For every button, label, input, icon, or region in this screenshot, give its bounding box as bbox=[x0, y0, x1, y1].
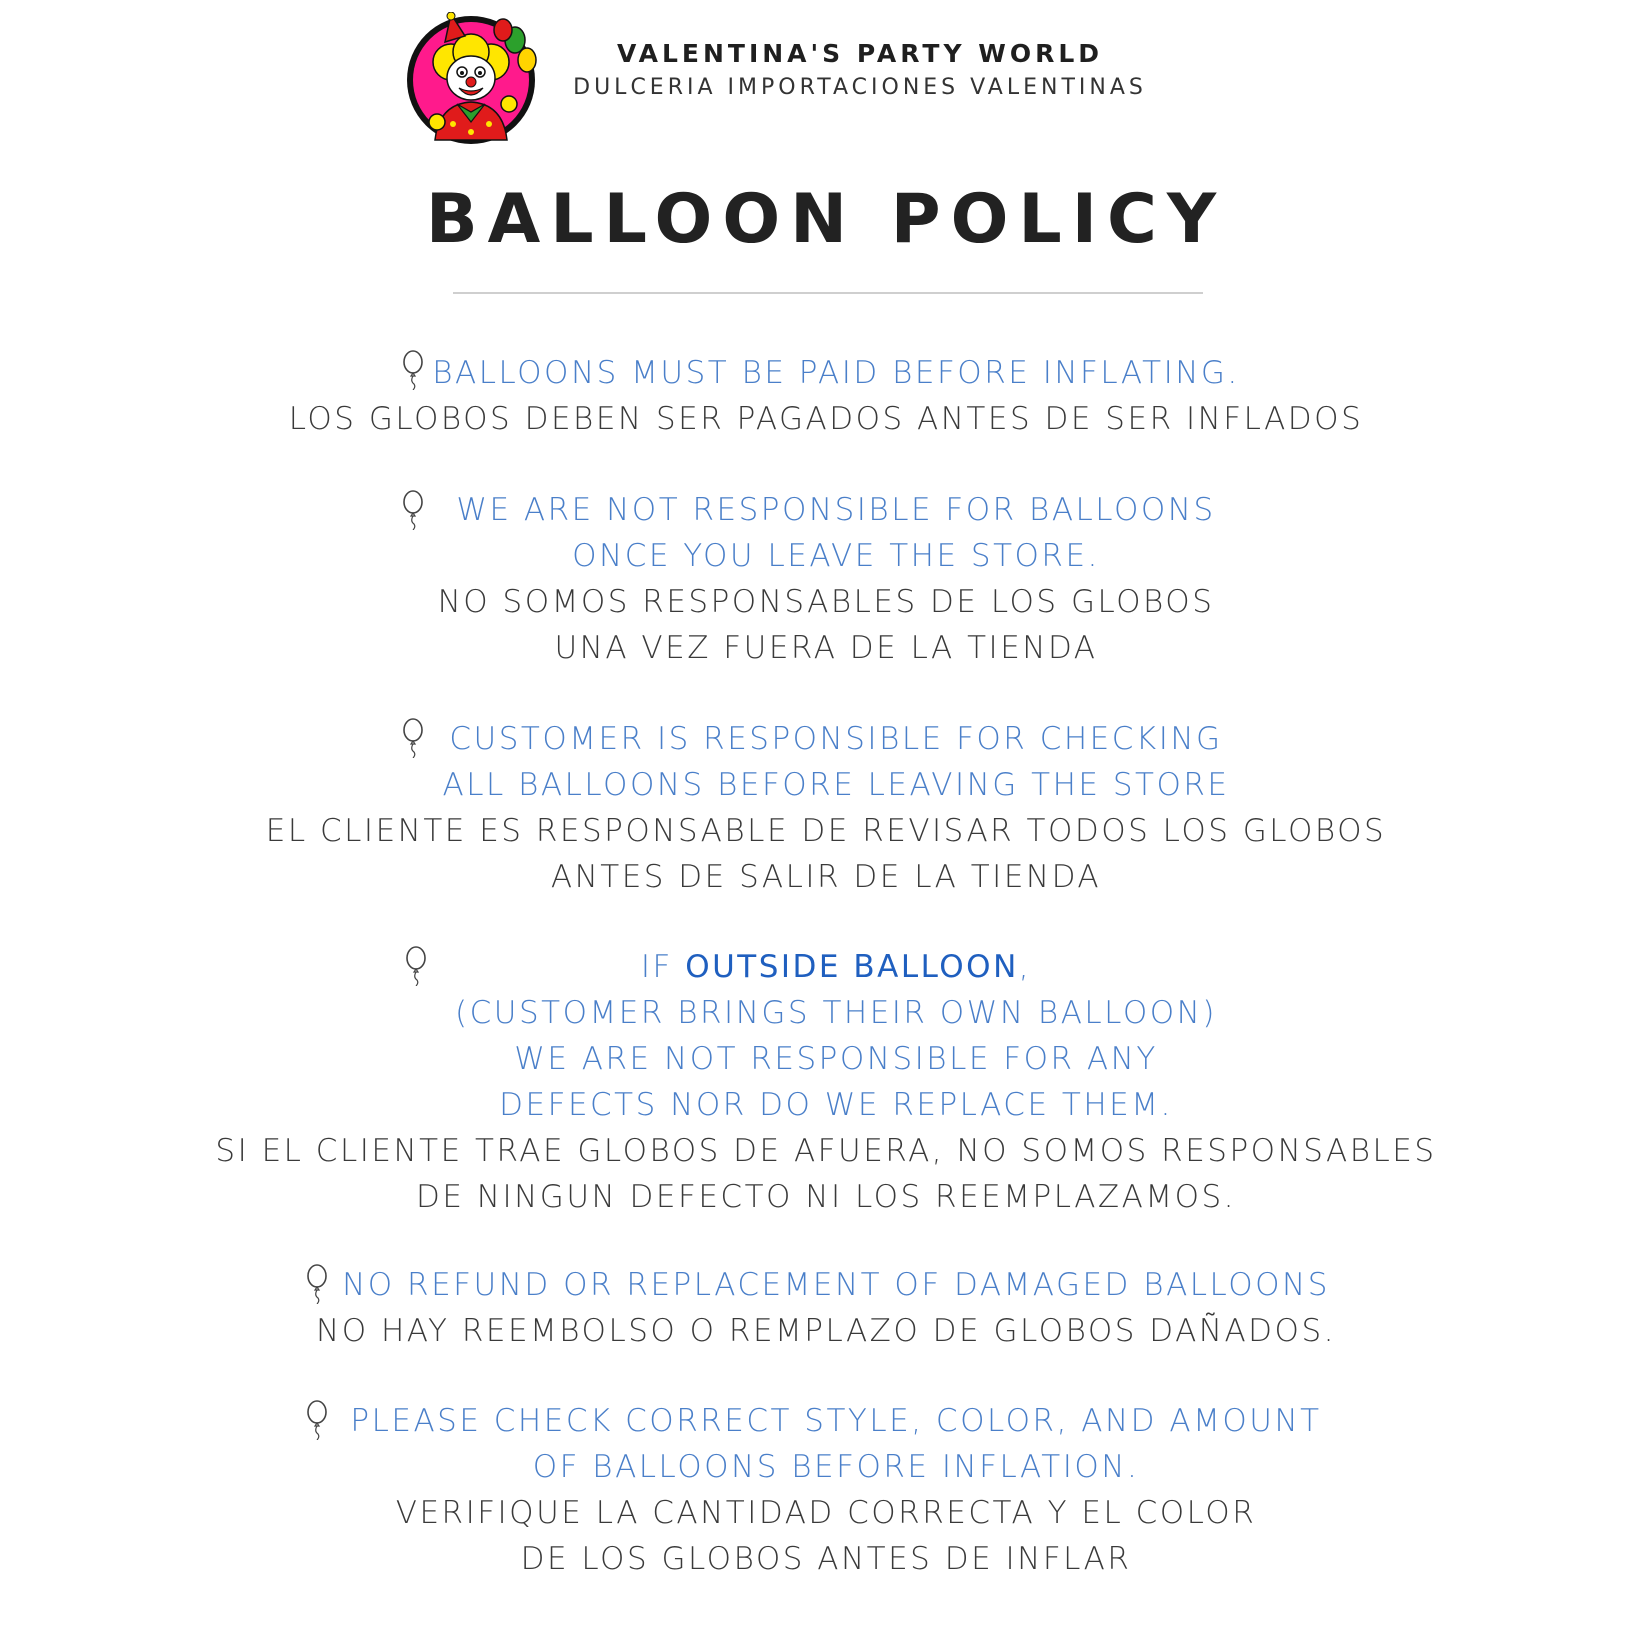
policy-english-line: ONCE YOU LEAVE THE STORE. bbox=[572, 538, 1100, 574]
policy-spanish-line: NO SOMOS RESPONSABLES DE LOS GLOBOS bbox=[437, 584, 1215, 620]
policy-item bbox=[0, 350, 1652, 442]
policy-spanish-line: DE NINGUN DEFECTO NI LOS REEMPLAZAMOS. bbox=[415, 1179, 1237, 1215]
policy-english-line: BALLOONS MUST BE PAID BEFORE INFLATING. bbox=[432, 355, 1240, 391]
policy-spanish-line: SI EL CLIENTE TRAE GLOBOS DE AFUERA, NO SOMOS RESPONSABLES bbox=[215, 1133, 1437, 1169]
policy-item bbox=[0, 487, 1652, 671]
policy-spanish-line: ANTES DE SALIR DE LA TIENDA bbox=[550, 859, 1102, 895]
policy-item bbox=[0, 1398, 1652, 1582]
policy-english-line: OF BALLOONS BEFORE INFLATION. bbox=[532, 1449, 1140, 1485]
policy-spanish-line: DE LOS GLOBOS ANTES DE INFLAR bbox=[520, 1541, 1132, 1577]
policy-english-line: WE ARE NOT RESPONSIBLE FOR ANY bbox=[514, 1041, 1158, 1077]
outside-balloon-emphasis: OUTSIDE BALLOON bbox=[685, 949, 1019, 985]
policy-english-line: DEFECTS NOR DO WE REPLACE THEM. bbox=[499, 1087, 1173, 1123]
policy-spanish-line: UNA VEZ FUERA DE LA TIENDA bbox=[554, 630, 1098, 666]
policy-english-line: WE ARE NOT RESPONSIBLE FOR BALLOONS bbox=[456, 492, 1216, 528]
policy-english-line: (CUSTOMER BRINGS THEIR OWN BALLOON) bbox=[455, 995, 1217, 1031]
policy-spanish-line: NO HAY REEMBOLSO O REMPLAZO DE GLOBOS DAÑADOS. bbox=[316, 1313, 1336, 1349]
policy-english-line bbox=[0, 944, 1652, 990]
policy-english-line: NO REFUND OR REPLACEMENT OF DAMAGED BALLOONS bbox=[342, 1267, 1330, 1303]
policy-spanish-line: VERIFIQUE LA CANTIDAD CORRECTA Y EL COLOR bbox=[395, 1495, 1257, 1531]
policy-item bbox=[0, 716, 1652, 900]
page-title: BALLOON POLICY bbox=[425, 180, 1227, 259]
policy-english-line: ALL BALLOONS BEFORE LEAVING THE STORE bbox=[442, 767, 1230, 803]
brand-subtitle: DULCERIA IMPORTACIONES VALENTINAS bbox=[573, 75, 1147, 100]
policy-spanish-line: LOS GLOBOS DEBEN SER PAGADOS ANTES DE SER INFLADOS bbox=[288, 401, 1364, 437]
policy-english-line: PLEASE CHECK CORRECT STYLE, COLOR, AND AMOUNT bbox=[350, 1403, 1322, 1439]
outside-balloon-suffix: , bbox=[1018, 949, 1032, 985]
policy-item bbox=[0, 944, 1652, 1220]
policy-item bbox=[0, 1262, 1652, 1354]
outside-balloon-prefix: IF bbox=[640, 949, 686, 985]
policy-english-line: CUSTOMER IS RESPONSIBLE FOR CHECKING bbox=[449, 721, 1223, 757]
brand-name: VALENTINA'S PARTY WORLD bbox=[616, 39, 1104, 68]
policy-spanish-line: EL CLIENTE ES RESPONSABLE DE REVISAR TODOS LOS GLOBOS bbox=[265, 813, 1387, 849]
